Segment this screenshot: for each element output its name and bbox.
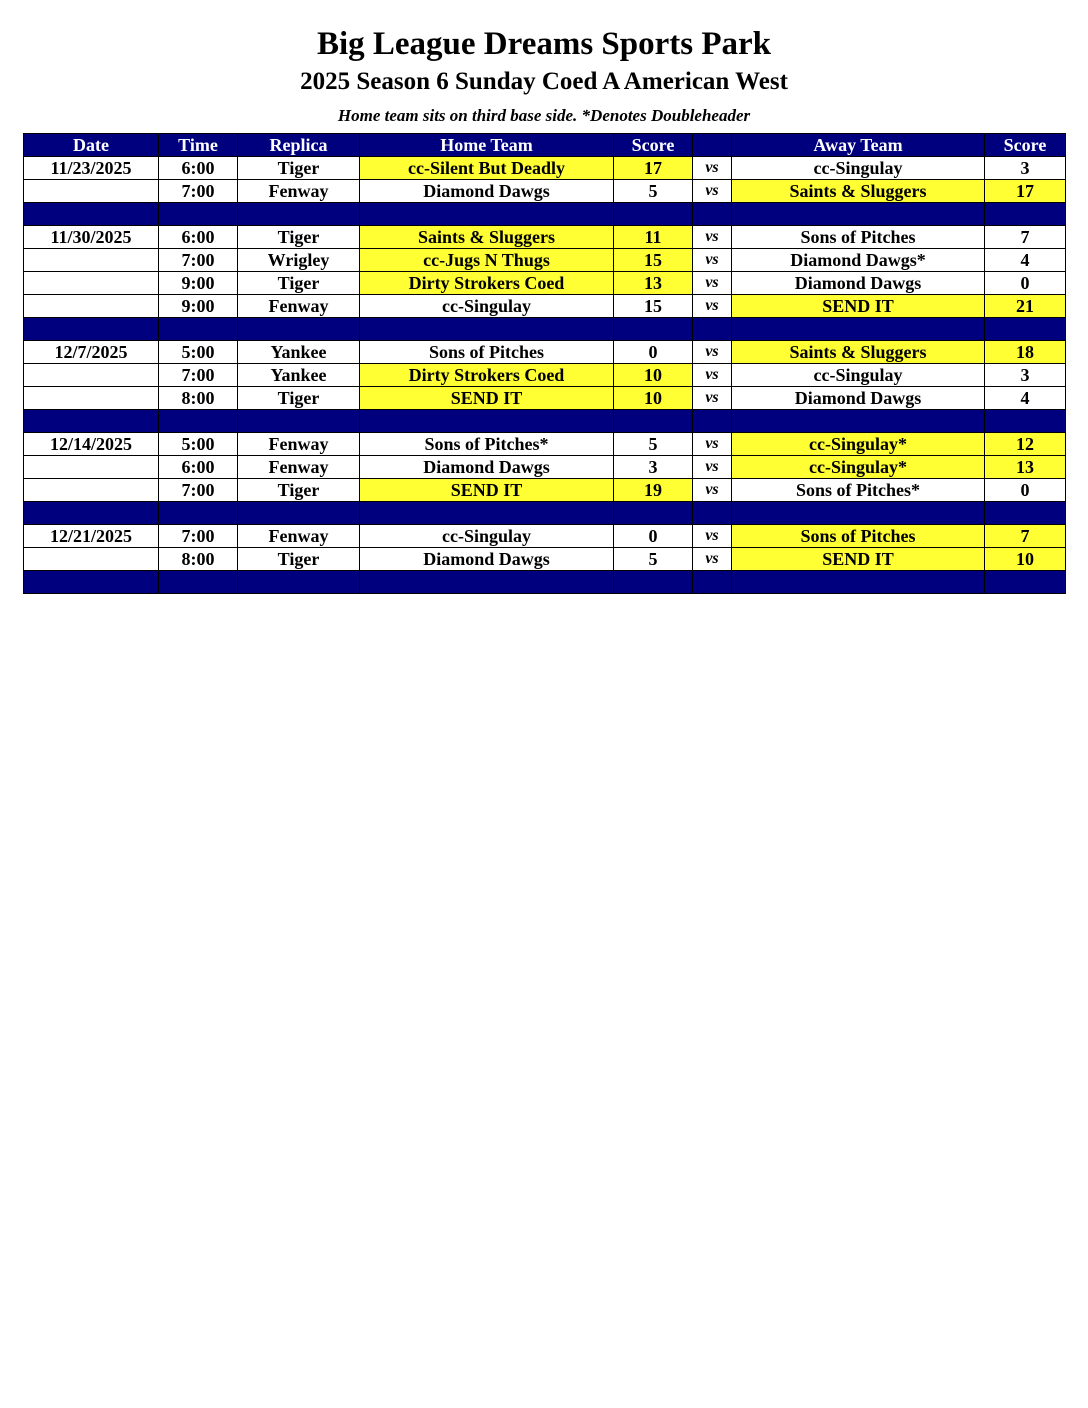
cell-replica: Fenway bbox=[238, 180, 360, 203]
separator-cell bbox=[732, 410, 985, 433]
column-header-home-score: Score bbox=[614, 134, 693, 157]
table-row bbox=[24, 295, 1066, 318]
cell-away-team: cc-Singulay* bbox=[732, 456, 985, 479]
cell-away-team: Diamond Dawgs bbox=[732, 387, 985, 410]
cell-vs: vs bbox=[693, 364, 732, 387]
cell-away-score: 10 bbox=[985, 548, 1066, 571]
cell-away-score: 17 bbox=[985, 180, 1066, 203]
cell-home-team: Sons of Pitches bbox=[360, 341, 614, 364]
cell-replica: Fenway bbox=[238, 525, 360, 548]
column-header-time: Time bbox=[159, 134, 238, 157]
cell-home-team: Sons of Pitches* bbox=[360, 433, 614, 456]
cell-vs: vs bbox=[693, 272, 732, 295]
table-row bbox=[24, 226, 1066, 249]
cell-away-team: Diamond Dawgs bbox=[732, 272, 985, 295]
separator-cell bbox=[985, 571, 1066, 594]
cell-away-team: SEND IT bbox=[732, 295, 985, 318]
cell-replica: Tiger bbox=[238, 548, 360, 571]
separator-cell bbox=[732, 502, 985, 525]
separator-cell bbox=[24, 410, 159, 433]
separator-cell bbox=[24, 571, 159, 594]
cell-home-team: Diamond Dawgs bbox=[360, 456, 614, 479]
cell-replica: Tiger bbox=[238, 387, 360, 410]
column-header-home-team: Home Team bbox=[360, 134, 614, 157]
table-row bbox=[24, 548, 1066, 571]
table-row bbox=[24, 387, 1066, 410]
cell-home-team: Dirty Strokers Coed bbox=[360, 272, 614, 295]
cell-replica: Fenway bbox=[238, 295, 360, 318]
separator-cell bbox=[238, 571, 360, 594]
cell-date bbox=[24, 180, 159, 203]
cell-vs: vs bbox=[693, 387, 732, 410]
cell-date bbox=[24, 249, 159, 272]
cell-home-team: Dirty Strokers Coed bbox=[360, 364, 614, 387]
cell-away-team: cc-Singulay bbox=[732, 364, 985, 387]
column-header-vs bbox=[693, 134, 732, 157]
cell-time: 5:00 bbox=[159, 341, 238, 364]
cell-away-score: 4 bbox=[985, 387, 1066, 410]
cell-away-score: 18 bbox=[985, 341, 1066, 364]
separator-cell bbox=[360, 203, 614, 226]
cell-replica: Wrigley bbox=[238, 249, 360, 272]
cell-date bbox=[24, 272, 159, 295]
cell-home-team: Diamond Dawgs bbox=[360, 548, 614, 571]
cell-home-score: 17 bbox=[614, 157, 693, 180]
cell-home-score: 13 bbox=[614, 272, 693, 295]
cell-home-team: Saints & Sluggers bbox=[360, 226, 614, 249]
separator-row bbox=[24, 318, 1066, 341]
separator-row bbox=[24, 410, 1066, 433]
column-header-replica: Replica bbox=[238, 134, 360, 157]
cell-time: 6:00 bbox=[159, 157, 238, 180]
cell-replica: Fenway bbox=[238, 456, 360, 479]
table-row bbox=[24, 525, 1066, 548]
cell-home-score: 3 bbox=[614, 456, 693, 479]
separator-cell bbox=[985, 203, 1066, 226]
cell-date bbox=[24, 387, 159, 410]
separator-cell bbox=[693, 318, 732, 341]
separator-cell bbox=[732, 318, 985, 341]
cell-home-team: cc-Jugs N Thugs bbox=[360, 249, 614, 272]
cell-home-score: 10 bbox=[614, 364, 693, 387]
table-row bbox=[24, 433, 1066, 456]
separator-cell bbox=[238, 410, 360, 433]
cell-home-score: 5 bbox=[614, 180, 693, 203]
cell-home-team: Diamond Dawgs bbox=[360, 180, 614, 203]
table-row bbox=[24, 479, 1066, 502]
separator-cell bbox=[24, 502, 159, 525]
separator-row bbox=[24, 502, 1066, 525]
separator-cell bbox=[159, 410, 238, 433]
cell-home-score: 5 bbox=[614, 433, 693, 456]
cell-away-score: 13 bbox=[985, 456, 1066, 479]
cell-time: 5:00 bbox=[159, 433, 238, 456]
cell-date bbox=[24, 456, 159, 479]
cell-away-team: cc-Singulay bbox=[732, 157, 985, 180]
separator-cell bbox=[693, 571, 732, 594]
cell-date: 12/7/2025 bbox=[24, 341, 159, 364]
separator-cell bbox=[693, 410, 732, 433]
cell-date: 11/30/2025 bbox=[24, 226, 159, 249]
cell-vs: vs bbox=[693, 249, 732, 272]
cell-home-score: 10 bbox=[614, 387, 693, 410]
table-row bbox=[24, 249, 1066, 272]
cell-away-score: 7 bbox=[985, 525, 1066, 548]
table-row bbox=[24, 341, 1066, 364]
cell-vs: vs bbox=[693, 226, 732, 249]
separator-row bbox=[24, 203, 1066, 226]
cell-away-team: cc-Singulay* bbox=[732, 433, 985, 456]
cell-vs: vs bbox=[693, 341, 732, 364]
cell-away-score: 3 bbox=[985, 364, 1066, 387]
separator-cell bbox=[985, 318, 1066, 341]
cell-home-score: 19 bbox=[614, 479, 693, 502]
cell-replica: Tiger bbox=[238, 272, 360, 295]
page-title: Big League Dreams Sports Park bbox=[316, 26, 772, 62]
table-row bbox=[24, 456, 1066, 479]
cell-date bbox=[24, 479, 159, 502]
table-row bbox=[24, 180, 1066, 203]
cell-time: 7:00 bbox=[159, 180, 238, 203]
schedule-table bbox=[23, 133, 1066, 594]
separator-row bbox=[24, 571, 1066, 594]
separator-cell bbox=[159, 318, 238, 341]
cell-time: 7:00 bbox=[159, 364, 238, 387]
cell-away-team: Diamond Dawgs* bbox=[732, 249, 985, 272]
cell-time: 8:00 bbox=[159, 387, 238, 410]
cell-time: 7:00 bbox=[159, 525, 238, 548]
cell-away-team: SEND IT bbox=[732, 548, 985, 571]
cell-time: 9:00 bbox=[159, 272, 238, 295]
cell-away-score: 21 bbox=[985, 295, 1066, 318]
cell-replica: Yankee bbox=[238, 364, 360, 387]
separator-cell bbox=[238, 502, 360, 525]
cell-away-team: Sons of Pitches bbox=[732, 525, 985, 548]
separator-cell bbox=[693, 502, 732, 525]
cell-away-score: 3 bbox=[985, 157, 1066, 180]
cell-home-team: SEND IT bbox=[360, 387, 614, 410]
cell-away-team: Sons of Pitches* bbox=[732, 479, 985, 502]
cell-away-score: 12 bbox=[985, 433, 1066, 456]
cell-home-score: 5 bbox=[614, 548, 693, 571]
separator-cell bbox=[24, 318, 159, 341]
separator-cell bbox=[159, 203, 238, 226]
cell-date bbox=[24, 364, 159, 387]
table-row bbox=[24, 272, 1066, 295]
separator-cell bbox=[985, 502, 1066, 525]
cell-away-score: 0 bbox=[985, 272, 1066, 295]
schedule-body bbox=[24, 157, 1066, 594]
separator-cell bbox=[159, 571, 238, 594]
cell-vs: vs bbox=[693, 295, 732, 318]
cell-replica: Tiger bbox=[238, 157, 360, 180]
table-row bbox=[24, 157, 1066, 180]
separator-cell bbox=[985, 410, 1066, 433]
cell-date: 12/21/2025 bbox=[24, 525, 159, 548]
cell-home-team: cc-Singulay bbox=[360, 295, 614, 318]
cell-away-team: Sons of Pitches bbox=[732, 226, 985, 249]
cell-time: 6:00 bbox=[159, 456, 238, 479]
separator-cell bbox=[159, 502, 238, 525]
separator-cell bbox=[360, 410, 614, 433]
table-row bbox=[24, 364, 1066, 387]
cell-date: 11/23/2025 bbox=[24, 157, 159, 180]
cell-time: 7:00 bbox=[159, 249, 238, 272]
cell-time: 6:00 bbox=[159, 226, 238, 249]
cell-vs: vs bbox=[693, 157, 732, 180]
cell-vs: vs bbox=[693, 180, 732, 203]
cell-away-team: Saints & Sluggers bbox=[732, 180, 985, 203]
cell-away-team: Saints & Sluggers bbox=[732, 341, 985, 364]
separator-cell bbox=[360, 502, 614, 525]
table-header-row bbox=[24, 134, 1066, 157]
cell-home-score: 0 bbox=[614, 341, 693, 364]
cell-home-team: SEND IT bbox=[360, 479, 614, 502]
cell-time: 9:00 bbox=[159, 295, 238, 318]
cell-vs: vs bbox=[693, 433, 732, 456]
cell-replica: Tiger bbox=[238, 479, 360, 502]
cell-home-score: 15 bbox=[614, 249, 693, 272]
cell-home-score: 11 bbox=[614, 226, 693, 249]
cell-home-team: cc-Silent But Deadly bbox=[360, 157, 614, 180]
cell-date bbox=[24, 295, 159, 318]
separator-cell bbox=[614, 410, 693, 433]
cell-vs: vs bbox=[693, 548, 732, 571]
cell-replica: Fenway bbox=[238, 433, 360, 456]
cell-time: 7:00 bbox=[159, 479, 238, 502]
cell-replica: Tiger bbox=[238, 226, 360, 249]
cell-away-score: 0 bbox=[985, 479, 1066, 502]
separator-cell bbox=[732, 203, 985, 226]
separator-cell bbox=[238, 318, 360, 341]
separator-cell bbox=[360, 571, 614, 594]
cell-home-score: 0 bbox=[614, 525, 693, 548]
cell-home-team: cc-Singulay bbox=[360, 525, 614, 548]
cell-date bbox=[24, 548, 159, 571]
separator-cell bbox=[732, 571, 985, 594]
cell-time: 8:00 bbox=[159, 548, 238, 571]
separator-cell bbox=[24, 203, 159, 226]
separator-cell bbox=[693, 203, 732, 226]
cell-vs: vs bbox=[693, 456, 732, 479]
column-header-date: Date bbox=[24, 134, 159, 157]
cell-home-score: 15 bbox=[614, 295, 693, 318]
cell-vs: vs bbox=[693, 479, 732, 502]
schedule-note: Home team sits on third base side. *Denotes Doubleheader bbox=[337, 106, 751, 125]
cell-away-score: 7 bbox=[985, 226, 1066, 249]
column-header-away-team: Away Team bbox=[732, 134, 985, 157]
cell-date: 12/14/2025 bbox=[24, 433, 159, 456]
separator-cell bbox=[614, 203, 693, 226]
separator-cell bbox=[614, 502, 693, 525]
separator-cell bbox=[238, 203, 360, 226]
page-subtitle: 2025 Season 6 Sunday Coed A American West bbox=[300, 68, 788, 95]
cell-away-score: 4 bbox=[985, 249, 1066, 272]
column-header-away-score: Score bbox=[985, 134, 1066, 157]
cell-replica: Yankee bbox=[238, 341, 360, 364]
separator-cell bbox=[360, 318, 614, 341]
separator-cell bbox=[614, 571, 693, 594]
separator-cell bbox=[614, 318, 693, 341]
cell-vs: vs bbox=[693, 525, 732, 548]
